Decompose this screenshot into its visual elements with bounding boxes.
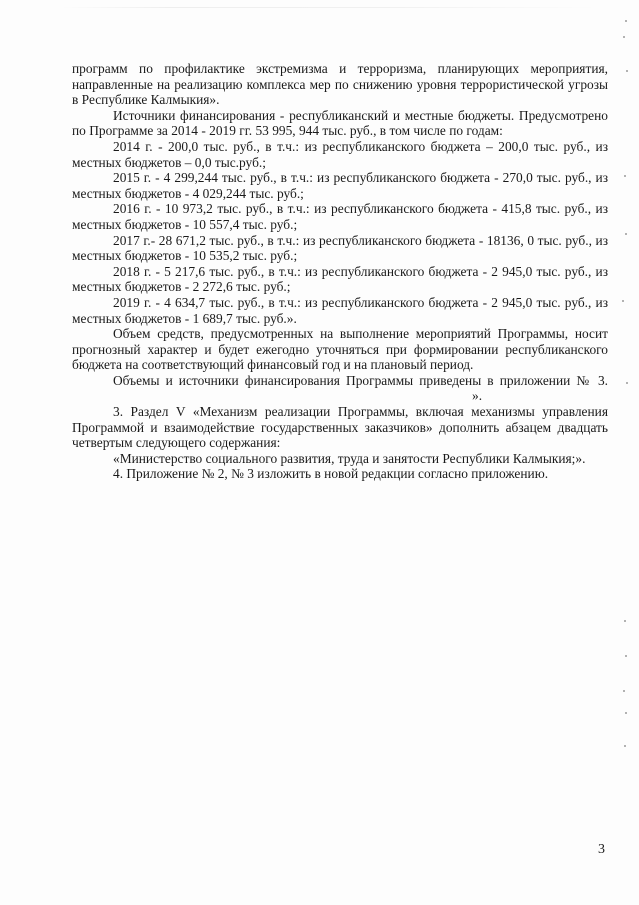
paragraph-funding-2017: 2017 г.- 28 671,2 тыс. руб., в т.ч.: из республиканского бюджета - 18136, 0 тыс. руб., из местных бюджетов - 10 535,2 тыс. руб.; (72, 232, 608, 264)
paragraph-program-continuation: программ по профилактике экстремизма и терроризма, планирующих мероприятия, направленные на реализацию комплекса мер по снижению уровня террористической угрозы в Республике Калмыкия». (72, 61, 608, 108)
paragraph-funding-2019: 2019 г. - 4 634,7 тыс. руб., в т.ч.: из республиканского бюджета - 2 945,0 тыс. руб., из местных бюджетов - 1 689,7 тыс. руб.». (72, 294, 608, 326)
closing-quote-mark: ». (472, 388, 483, 404)
scan-top-edge (60, 7, 600, 8)
paragraph-section-v-amendment: 3. Раздел V «Механизм реализации Программы, включая механизмы управления Программой и взаимодействие государственных заказчиков» дополнить абзацем двадцать четвертым следующего содержания: (72, 404, 608, 451)
paragraph-funding-2016: 2016 г. - 10 973,2 тыс. руб., в т.ч.: из республиканского бюджета - 415,8 тыс. руб., из местных бюджетов - 10 557,4 тыс. руб.; (72, 201, 608, 232)
paragraph-funding-2018: 2018 г. - 5 217,6 тыс. руб., в т.ч.: из республиканского бюджета - 2 945,0 тыс. руб., из местных бюджетов - 2 272,6 тыс. руб.; (72, 263, 608, 295)
paragraph-funding-2015: 2015 г. - 4 299,244 тыс. руб., в т.ч.: из республиканского бюджета - 270,0 тыс. руб., из местных бюджетов - 4 029,244 тыс. руб.; (72, 170, 608, 201)
appendix-reference-text: Объемы и источники финансирования Программы приведены в приложении № 3. (113, 372, 608, 388)
page-number: 3 (598, 842, 605, 857)
paragraph-funding-sources: Источники финансирования - республиканский и местные бюджеты. Предусмотрено по Программе за 2014 - 2019 гг. 53 995, 944 тыс. руб., в том числе по годам: (72, 107, 608, 139)
paragraph-funding-volume-note: Объем средств, предусмотренных на выполнение мероприятий Программы, носит прогнозный характер и будет ежегодно уточняться при формировании республиканского бюджета на соответствующий финансовый год и на плановый период. (72, 326, 608, 373)
scan-right-edge-artifacts (613, 0, 631, 905)
paragraph-appendix-new-edition: 4. Приложение № 2, № 3 изложить в новой редакции согласно приложению. (113, 466, 549, 482)
document-body (72, 61, 608, 482)
paragraph-ministry-insert: «Министерство социального развития, труда и занятости Республики Калмыкия;». (113, 450, 586, 466)
paragraph-funding-2014: 2014 г. - 200,0 тыс. руб., в т.ч.: из республиканского бюджета – 200,0 тыс. руб., из местных бюджетов – 0,0 тыс.руб.; (72, 138, 608, 170)
paragraph-appendix-reference (72, 373, 608, 404)
